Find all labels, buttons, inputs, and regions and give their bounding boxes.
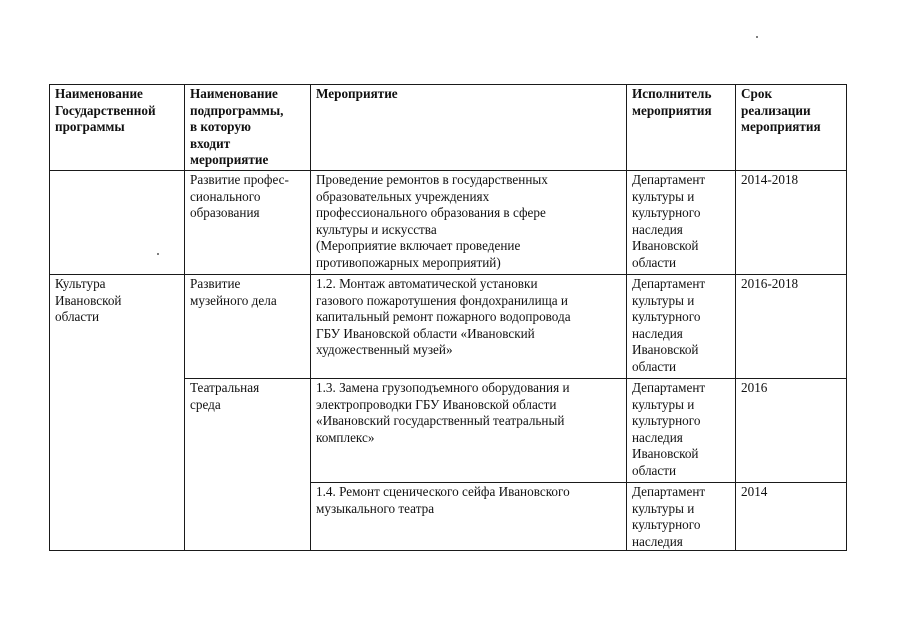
- program-text: Культура Ивановской области: [55, 276, 122, 325]
- executor-text: Департамент культуры и культурного наследия Ивановской области: [632, 380, 706, 478]
- executor-cell: [627, 171, 736, 275]
- subprogram-text: Театральная среда: [190, 380, 260, 412]
- activity-text: 1.4. Ремонт сценического сейфа Ивановского музыкального театра: [316, 484, 570, 516]
- subprogram-cell: [185, 275, 311, 379]
- activity-text: 1.2. Монтаж автоматической установки газового пожаротушения фондохранилища и капитальный ремонт пожарного водопровода ГБУ Ивановской области «Ивановский художественный музей»: [316, 276, 571, 358]
- table-row: [50, 171, 847, 275]
- subprogram-cell: [185, 171, 311, 275]
- executor-cell: [627, 483, 736, 551]
- header-period: [736, 85, 847, 171]
- executor-text: Департамент культуры и культурного наследия: [632, 484, 706, 549]
- period-text: 2016-2018: [741, 276, 799, 291]
- subprogram-text: Развитие музейного дела: [190, 276, 277, 308]
- header-executor-label: Исполнитель мероприятия: [632, 86, 712, 118]
- table-header-row: [50, 85, 847, 171]
- executor-cell: [627, 379, 736, 483]
- header-program-label: Наименование Государственной программы: [55, 86, 156, 135]
- activity-text: 1.3. Замена грузоподъемного оборудования и электропроводки ГБУ Ивановской области «Ивановский государственный театральный комплекс»: [316, 380, 570, 445]
- activity-cell: [311, 483, 627, 551]
- period-text: 2016: [741, 380, 768, 395]
- activity-text: Проведение ремонтов в государственных образовательных учреждениях профессионального образования в сфере культуры и искусства (Мероприятие включает проведение противопожарных мероприятий): [316, 172, 548, 270]
- executor-cell: [627, 275, 736, 379]
- executor-text: Департамент культуры и культурного наследия Ивановской области: [632, 172, 706, 270]
- header-subprogram: [185, 85, 311, 171]
- executor-text: Департамент культуры и культурного наследия Ивановской области: [632, 276, 706, 374]
- header-subprogram-label: Наименование подпрограммы, в которую входит мероприятие: [190, 86, 284, 168]
- activity-cell: [311, 379, 627, 483]
- subprogram-cell: [185, 379, 311, 551]
- period-text: 2014-2018: [741, 172, 799, 187]
- period-cell: [736, 483, 847, 551]
- header-activity: [311, 85, 627, 171]
- subprogram-text: Развитие профес- сионального образования: [190, 172, 289, 221]
- period-text: 2014: [741, 484, 768, 499]
- header-period-label: Срок реализации мероприятия: [741, 86, 821, 135]
- header-program: [50, 85, 185, 171]
- header-executor: [627, 85, 736, 171]
- activity-cell: [311, 171, 627, 275]
- period-cell: [736, 379, 847, 483]
- table-row: [50, 275, 847, 379]
- activity-cell: [311, 275, 627, 379]
- program-cell-empty: [50, 171, 185, 275]
- period-cell: [736, 171, 847, 275]
- program-activities-table: [49, 84, 847, 551]
- scan-speck: [756, 36, 758, 38]
- program-cell: [50, 275, 185, 551]
- period-cell: [736, 275, 847, 379]
- header-activity-label: Мероприятие: [316, 86, 398, 101]
